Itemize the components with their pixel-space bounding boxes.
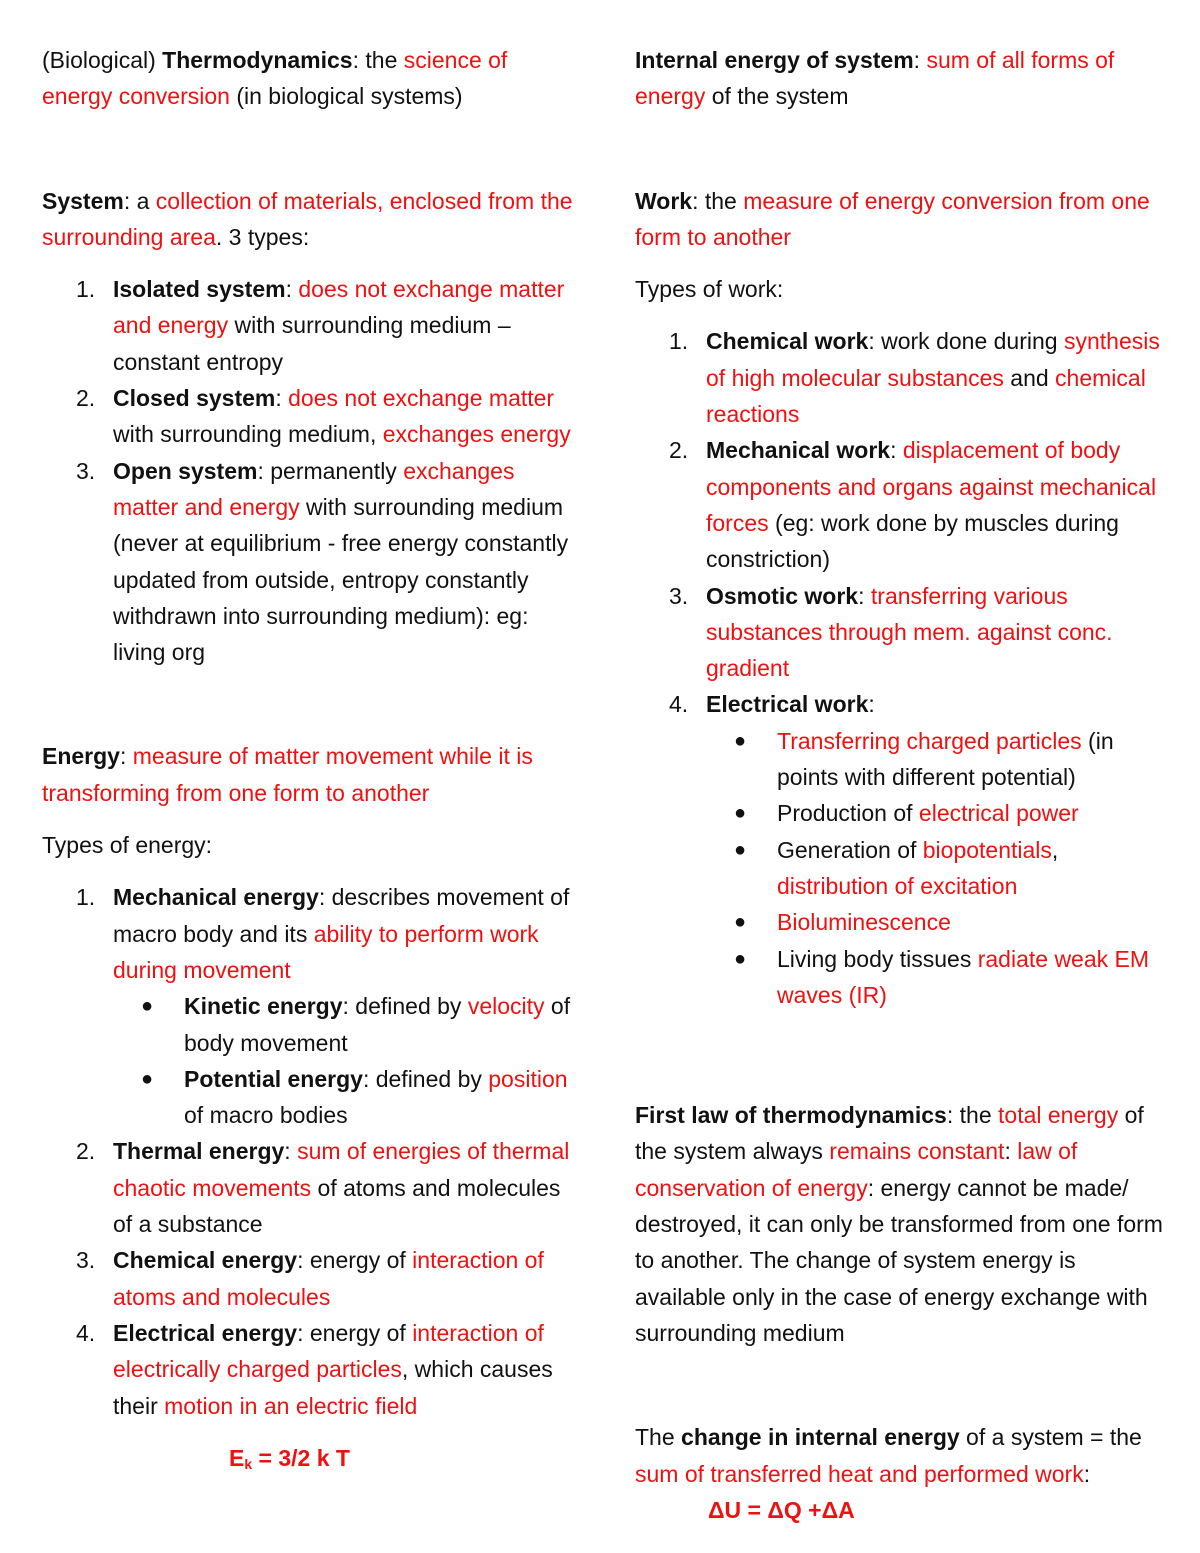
list-item — [635, 323, 1165, 432]
list-number: 2. — [76, 1138, 96, 1165]
intro-definition — [42, 42, 577, 115]
item-colon: : — [858, 582, 871, 609]
item-colon: : defined by — [362, 1065, 489, 1092]
item-mid: , which causes their — [113, 1356, 553, 1419]
item-highlight: exchanges matter and energy — [113, 457, 515, 520]
list-item — [635, 432, 1165, 577]
item-highlight: transferring various substances through mem. against conc. gradient — [706, 582, 1113, 682]
work-section — [635, 183, 1165, 1014]
osmotic-work-title: Osmotic work — [706, 582, 859, 609]
item-rest: with surrounding medium (never at equilibrium - free energy constantly updated from outside, entropy constantly withdrawn into surrounding medium): eg: living org — [113, 493, 569, 666]
item-highlight: exchanges energy — [382, 421, 571, 448]
formula-lhs: E — [229, 1444, 245, 1471]
bullet-pre: Production of — [777, 800, 919, 827]
thermodynamics-term: Thermodynamics — [162, 47, 353, 73]
item-colon: : permanently — [257, 457, 404, 484]
list-number: 3. — [76, 457, 96, 484]
system-types-list — [42, 271, 577, 670]
internal-change-section — [635, 1419, 1165, 1528]
bullet-icon: ● — [734, 802, 747, 825]
item-highlight: total energy — [998, 1102, 1119, 1129]
item-highlight: sum of energies of thermal chaotic movements — [113, 1138, 570, 1201]
item-rest: of macro bodies — [184, 1102, 348, 1129]
list-item — [42, 380, 577, 453]
item-highlight: motion in an electric field — [164, 1392, 418, 1419]
work-definition: measure of energy conversion from one form to another — [635, 187, 1150, 250]
bullet-icon: ● — [734, 911, 747, 934]
item-highlight: sum of transferred heat and performed work — [635, 1460, 1084, 1487]
item-rest: with surrounding medium – constant entropy — [113, 312, 511, 375]
mechanical-subtypes-list — [113, 988, 577, 1133]
item-rest: (eg: work done by muscles during constriction) — [706, 509, 1119, 573]
first-law-mid: : — [1004, 1138, 1018, 1165]
left-column — [42, 42, 577, 1482]
item-colon: : — [275, 385, 289, 412]
list-item — [706, 723, 1165, 796]
energy-definition: measure of matter movement while it is transforming from one form to another — [42, 743, 533, 806]
internal-energy-term: Internal energy of system — [635, 47, 914, 73]
energy-types-heading: Types of energy: — [42, 832, 213, 859]
bullet-icon: ● — [141, 1067, 154, 1090]
change-mid: of a system = the — [959, 1424, 1142, 1451]
list-item — [706, 904, 1165, 940]
internal-colon: : — [913, 47, 927, 73]
item-highlight: remains constant — [829, 1138, 1005, 1165]
energy-term: Energy — [42, 743, 120, 770]
intro-prefix: (Biological) — [42, 47, 163, 73]
item-colon: : — [285, 276, 299, 303]
item-highlight: interaction of atoms and molecules — [113, 1247, 544, 1310]
list-item — [706, 941, 1165, 1014]
item-highlight: law of conservation of energy — [635, 1138, 1078, 1201]
system-colon: : a — [123, 187, 156, 214]
list-item — [113, 988, 577, 1061]
mechanical-energy-title: Mechanical energy — [113, 884, 319, 911]
potential-energy-title: Potential energy — [184, 1065, 363, 1092]
item-colon: : — [890, 437, 903, 464]
mechanical-work-title: Mechanical work — [706, 437, 891, 464]
list-item — [635, 686, 1165, 1013]
first-law-mid: of the system always — [635, 1102, 1144, 1165]
bullet-icon: ● — [734, 838, 747, 861]
bullet-icon: ● — [734, 947, 747, 970]
list-item — [706, 795, 1165, 831]
item-highlight: Bioluminescence — [777, 909, 951, 936]
intro-rest: (in biological systems) — [229, 83, 463, 110]
item-mid: and — [1003, 364, 1056, 391]
bullet-pre: Living body tissues — [777, 945, 978, 972]
work-types-list — [635, 323, 1165, 1013]
system-rest: . 3 types: — [215, 223, 310, 250]
item-colon: : defined by — [342, 993, 468, 1020]
first-law-colon: : the — [946, 1102, 999, 1129]
system-section — [42, 183, 577, 671]
bullet-icon: ● — [141, 995, 154, 1018]
item-highlight: biopotentials — [922, 836, 1052, 863]
chemical-work-title: Chemical work — [706, 328, 869, 355]
right-column — [635, 42, 1165, 1528]
bullet-pre: Generation of — [777, 836, 923, 863]
item-colon: : energy of — [297, 1319, 413, 1346]
electrical-energy-title: Electrical energy — [113, 1319, 298, 1346]
item-colon: : — [868, 691, 875, 718]
list-item — [42, 453, 577, 671]
work-types-heading: Types of work: — [635, 276, 784, 303]
item-rest: of atoms and molecules of a substance — [113, 1174, 561, 1238]
work-term: Work — [635, 187, 693, 214]
open-system-title: Open system — [113, 457, 258, 484]
item-highlight: radiate weak EM waves (IR) — [777, 945, 1150, 1008]
isolated-system-title: Isolated system — [113, 276, 286, 303]
electrical-work-list — [706, 723, 1165, 1013]
intro-colon: : the — [352, 47, 404, 73]
item-highlight: does not exchange matter — [288, 385, 555, 412]
work-colon: : the — [692, 187, 744, 214]
list-item — [42, 271, 577, 380]
list-number: 4. — [669, 691, 689, 718]
item-highlight: displacement of body components and organs against mechanical forces — [706, 437, 1157, 536]
formula-rhs: = 3/2 k T — [252, 1444, 350, 1471]
chemical-energy-title: Chemical energy — [113, 1247, 298, 1274]
first-law-term: First law of thermodynamics — [635, 1102, 947, 1129]
list-number: 2. — [76, 385, 96, 412]
item-rest: of body movement — [184, 993, 571, 1056]
first-law-formula: ΔU = ΔQ +ΔA — [708, 1496, 855, 1523]
energy-colon: : — [119, 743, 133, 770]
item-colon: : — [284, 1138, 298, 1165]
system-definition: collection of materials, enclosed from the surrounding area — [42, 187, 573, 250]
item-highlight: electrical power — [918, 800, 1079, 827]
list-item — [113, 1061, 577, 1134]
first-law-section — [635, 1097, 1165, 1351]
list-number: 3. — [669, 582, 689, 609]
kinetic-energy-formula — [42, 1440, 577, 1482]
list-number: 1. — [76, 276, 96, 303]
internal-energy-section — [635, 42, 1165, 115]
item-rest: , — [1051, 836, 1059, 863]
item-mid: with surrounding medium, — [113, 421, 383, 448]
list-number: 1. — [669, 328, 689, 355]
change-internal-energy-term: change in internal energy — [681, 1424, 960, 1451]
item-highlight: velocity — [467, 993, 545, 1020]
list-item — [42, 1133, 577, 1242]
item-highlight: Transferring charged particles — [777, 727, 1082, 754]
list-item — [42, 879, 577, 1133]
internal-energy-definition: sum of all forms of energy — [635, 47, 1115, 110]
intro-definition-red: science of energy conversion — [42, 47, 508, 110]
energy-section — [42, 738, 577, 1482]
item-highlight: ability to perform work during movement — [113, 920, 539, 983]
electrical-work-title: Electrical work — [706, 691, 869, 718]
list-number: 3. — [76, 1247, 96, 1274]
list-number: 2. — [669, 437, 689, 464]
list-number: 1. — [76, 884, 96, 911]
item-highlight: position — [488, 1065, 568, 1092]
thermal-energy-title: Thermal energy — [113, 1138, 285, 1165]
item-highlight: synthesis of high molecular substances — [706, 328, 1160, 391]
first-law-rest: : energy cannot be made/ destroyed, it can only be transformed from one form to another. The change of system energy is available only in the case of energy exchange with surrounding medium — [635, 1174, 1163, 1346]
internal-rest: of the system — [705, 83, 849, 110]
energy-types-list — [42, 879, 577, 1423]
item-colon: : work done during — [868, 328, 1064, 355]
list-item — [635, 578, 1165, 687]
list-item — [706, 832, 1165, 905]
change-pre: The — [635, 1424, 682, 1451]
closed-system-title: Closed system — [113, 385, 276, 412]
item-highlight: distribution of excitation — [777, 872, 1018, 899]
item-highlight: interaction of electrically charged particles — [113, 1319, 544, 1383]
bullet-icon: ● — [734, 729, 747, 752]
list-item — [42, 1315, 577, 1424]
item-colon: : energy of — [297, 1247, 413, 1274]
kinetic-energy-title: Kinetic energy — [184, 993, 343, 1020]
item-highlight: does not exchange matter and energy — [113, 276, 565, 339]
system-term: System — [42, 187, 124, 214]
formula-subscript: k — [244, 1455, 253, 1472]
change-colon: : — [1083, 1460, 1091, 1487]
list-item — [42, 1242, 577, 1315]
list-number: 4. — [76, 1319, 96, 1346]
item-colon: : describes movement of macro body and its — [113, 884, 570, 947]
item-rest: (in points with different potential) — [777, 727, 1114, 791]
item-highlight: chemical reactions — [706, 364, 1146, 428]
